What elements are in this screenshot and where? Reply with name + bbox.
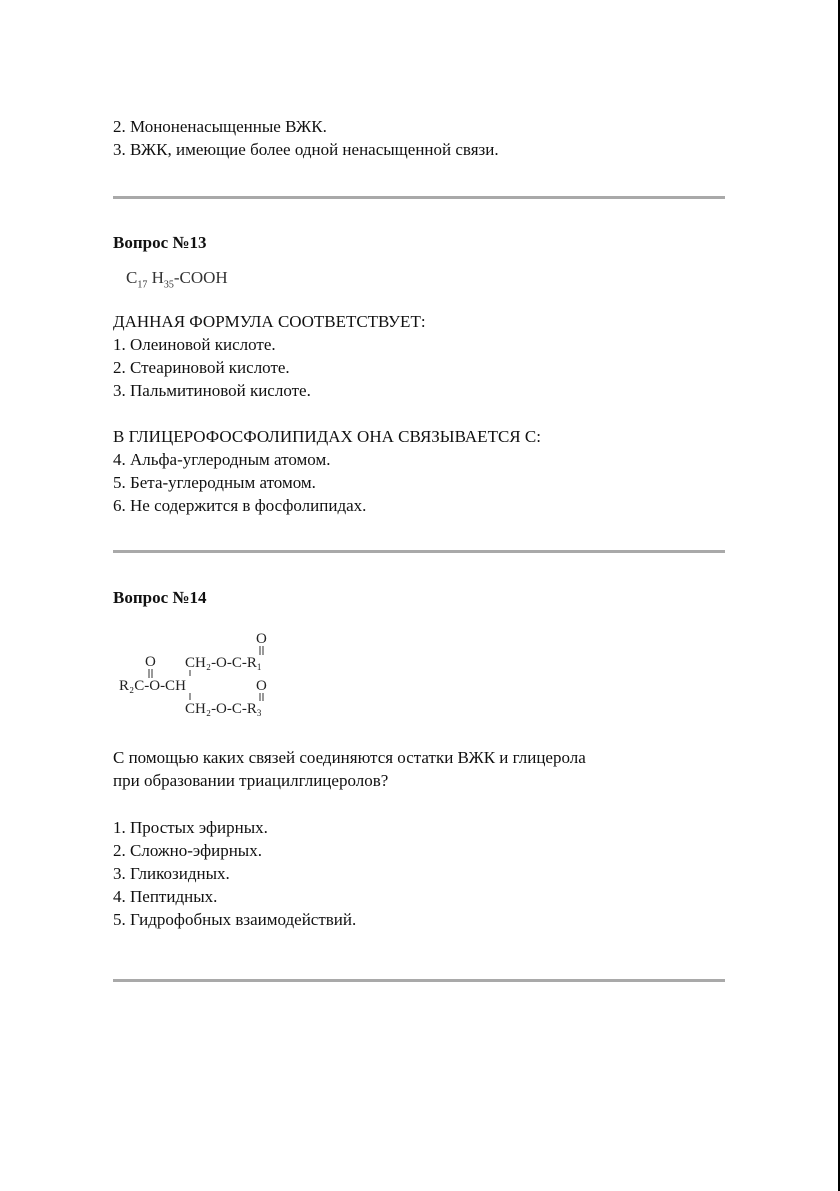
answer-option: 1. Простых эфирных. xyxy=(113,818,268,837)
question-13-body xyxy=(113,310,725,402)
question-13-prompt-1: ДАННАЯ ФОРМУЛА СООТВЕТСТВУЕТ: xyxy=(113,312,426,331)
formula-hydrogen: H xyxy=(151,268,164,287)
question-13-prompt-2: В ГЛИЦЕРОФОСФОЛИПИДАХ ОНА СВЯЗЫВАЕТСЯ С: xyxy=(113,427,541,446)
oxygen-label: O xyxy=(256,678,267,694)
oxygen-label: O xyxy=(145,654,156,670)
answer-option: 1. Олеиновой кислоте. xyxy=(113,335,276,354)
formula-carbon-count: 17 xyxy=(137,279,148,291)
answer-option: 5. Гидрофобных взаимодействий. xyxy=(113,910,357,929)
divider xyxy=(113,196,725,199)
divider xyxy=(113,979,725,982)
structure-row-1: CH₂-$O-C-R_1$ xyxy=(185,655,262,672)
intro-list xyxy=(113,115,725,161)
list-item: 2. Мононенасыщенные ВЖК. xyxy=(113,117,327,136)
answer-option: 6. Не содержится в фосфолипидах. xyxy=(113,496,367,515)
list-item: 3. ВЖК, имеющие более одной ненасыщенной связи. xyxy=(113,140,499,159)
question-14-line: С помощью каких связей соединяются остатки ВЖК и глицерола xyxy=(113,748,586,767)
answer-option: 3. Гликозидных. xyxy=(113,864,230,883)
stearic-formula xyxy=(126,268,228,290)
answer-option: 2. Стеариновой кислоте. xyxy=(113,358,290,377)
question-14-line: при образовании триацилглицеролов? xyxy=(113,771,389,790)
structure-row-2: R₂C-O-CH xyxy=(119,678,186,694)
answer-option: 4. Альфа-углеродным атомом. xyxy=(113,450,331,469)
answer-option: 2. Сложно-эфирных. xyxy=(113,841,262,860)
question-14-text xyxy=(113,746,725,792)
formula-group: -COOH xyxy=(173,268,228,287)
triacylglycerol-structure xyxy=(113,624,313,724)
answer-option: 4. Пептидных. xyxy=(113,887,218,906)
question-13-body-2 xyxy=(113,425,725,517)
question-13-heading: Вопрос №13 xyxy=(113,233,207,252)
divider xyxy=(113,550,725,553)
formula-carbon: C xyxy=(126,268,138,287)
answer-option: 5. Бета-углеродным атомом. xyxy=(113,473,316,492)
oxygen-label: O xyxy=(256,631,267,647)
formula-hydrogen-count: 35 xyxy=(163,279,174,291)
answer-option: 3. Пальмитиновой кислоте. xyxy=(113,381,311,400)
structure-row-3: CH₂-$O-C-R_3$ xyxy=(185,701,262,718)
question-14-options xyxy=(113,816,725,931)
question-14-heading: Вопрос №14 xyxy=(113,588,207,607)
